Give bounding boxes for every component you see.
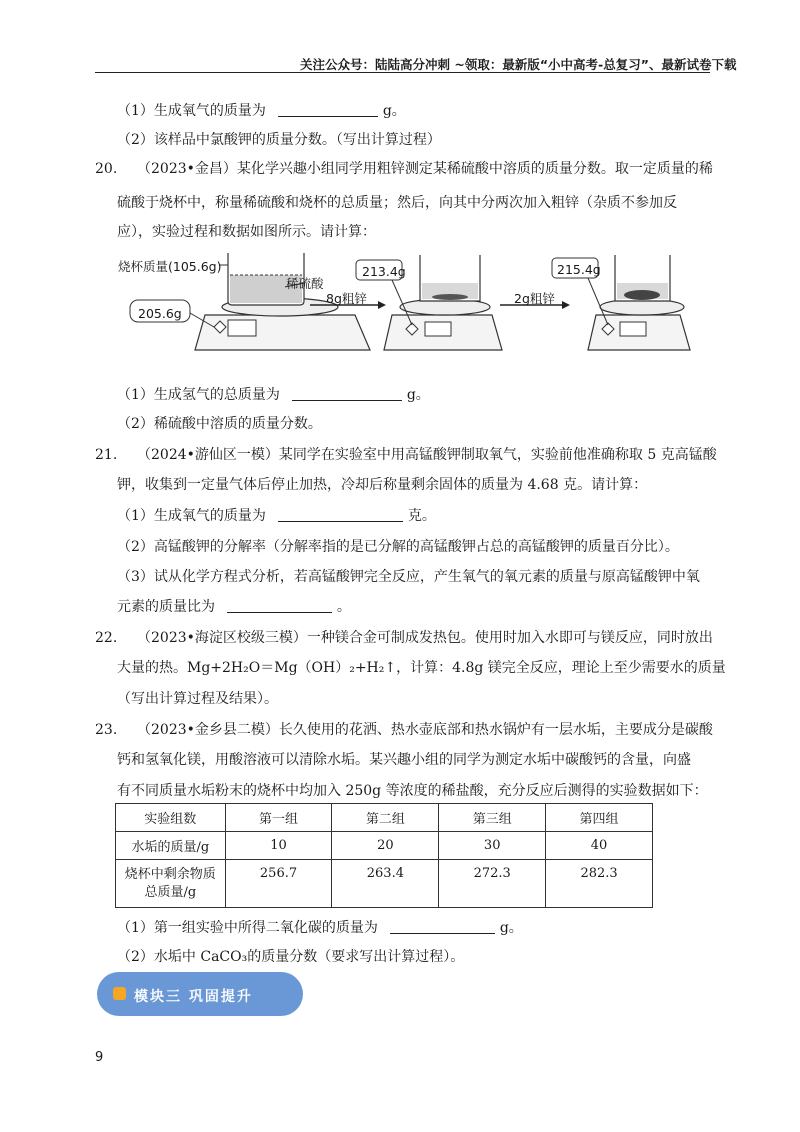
reading-1: 205.6g — [138, 306, 182, 321]
q20-part1-text: （1）生成氢气的总质量为 — [117, 387, 280, 403]
reading-2: 213.4g — [362, 264, 406, 279]
q21-part1 — [117, 505, 436, 525]
table-header-cell: 第四组 — [546, 804, 653, 832]
arrow-1-head — [378, 301, 386, 309]
q20-part1 — [117, 384, 430, 404]
q23-part1-text: （1）第一组实验中所得二氧化碳的质量为 — [117, 920, 378, 936]
reading-3: 215.4g — [557, 262, 601, 277]
q22-line1 — [95, 627, 713, 647]
q21-part3-text: 元素的质量比为 — [117, 599, 215, 615]
q23-line3: 有不同质量水垢粉末的烧杯中均加入 250g 等浓度的稀盐酸，充分反应后测得的实验数据如下： — [117, 783, 708, 799]
q23-data-table — [115, 803, 653, 908]
arrow-2-label: 2g粗锌 — [514, 291, 555, 306]
acid-label: 稀硫酸 — [286, 276, 324, 291]
table-cell: 256.7 — [225, 860, 332, 908]
q23-line1 — [95, 719, 713, 739]
table-header-cell: 第二组 — [332, 804, 439, 832]
question-number: 23. — [95, 722, 118, 738]
q20-line1 — [95, 158, 713, 178]
q20-part2: （2）稀硫酸中溶质的质量分数。 — [117, 416, 322, 432]
table-row-label: 水垢的质量/g — [116, 832, 226, 860]
arrow-2-head — [562, 301, 570, 309]
table-header-cell: 第三组 — [439, 804, 546, 832]
q23-part1-unit: g。 — [499, 920, 523, 936]
beaker-mass-label: 烧杯质量(105.6g) — [118, 259, 222, 274]
answer-blank[interactable] — [227, 598, 332, 613]
table-header-row — [116, 804, 653, 832]
q21-line1 — [95, 444, 717, 464]
answer-blank[interactable] — [278, 507, 403, 522]
question-number: 20. — [95, 161, 118, 177]
answer-blank[interactable] — [390, 919, 495, 934]
table-header-cell: 实验组数 — [116, 804, 226, 832]
q21-part3-end: 。 — [336, 599, 351, 615]
q19-part1 — [117, 100, 406, 120]
beaker-2 — [420, 255, 480, 301]
q21-part1-unit: 克。 — [407, 508, 436, 524]
row-label-line: 总质量/g — [144, 884, 197, 900]
q22-line3: （写出计算过程及结果）。 — [117, 691, 278, 707]
q19-part2: （2）该样品中氯酸钾的质量分数。（写出计算过程） — [117, 132, 441, 148]
q20-part1-unit: g。 — [406, 387, 430, 403]
table-cell: 40 — [546, 832, 653, 860]
q20-line2: 硫酸于烧杯中，称量稀硫酸和烧杯的总质量；然后，向其中分两次加入粗锌（杂质不参加反 — [117, 195, 677, 211]
balance-2 — [384, 299, 502, 350]
table-row — [116, 832, 653, 860]
q23-part2: （2）水垢中 CaCO₃的质量分数（要求写出计算过程）。 — [117, 949, 465, 965]
table-cell: 263.4 — [332, 860, 439, 908]
arrow-1-label: 8g粗锌 — [326, 291, 367, 306]
table-row-label — [116, 860, 226, 908]
page-number: 9 — [95, 1050, 104, 1065]
section-banner-title: 模块三 巩固提升 — [134, 989, 253, 1005]
q19-part1-text: （1）生成氧气的质量为 — [117, 103, 266, 119]
q19-part1-unit: g。 — [382, 103, 406, 119]
question-number: 22. — [95, 630, 118, 646]
q21-part1-text: （1）生成氧气的质量为 — [117, 508, 266, 524]
q21-line2: 钾，收集到一定量气体后停止加热，冷却后称量剩余固体的质量为 4.68 克。请计算： — [117, 477, 648, 493]
balance-3 — [588, 299, 690, 350]
q20-stem-1: （2023•金昌）某化学兴趣小组同学用粗锌测定某稀硫酸中溶质的质量分数。取一定质量的稀 — [137, 161, 713, 177]
lightbulb-icon — [113, 987, 126, 1000]
table-cell: 20 — [332, 832, 439, 860]
table-cell: 10 — [225, 832, 332, 860]
table-row — [116, 860, 653, 908]
row-label-line: 烧杯中剩余物质 — [124, 866, 216, 882]
q21-stem-1: （2024•游仙区一模）某同学在实验室中用高锰酸钾制取氧气，实验前他准确称取 5 克高锰酸 — [137, 447, 717, 463]
q22-line2: 大量的热。Mg+2H₂O＝Mg（OH）₂+H₂↑，计算：4.8g 镁完全反应，理论上至少需要水的质量 — [117, 660, 726, 676]
header-divider — [95, 72, 710, 73]
q22-stem-1: （2023•海淀区校级三模）一种镁合金可制成发热包。使用时加入水即可与镁反应，同时放出 — [137, 630, 713, 646]
beaker-3 — [615, 255, 670, 301]
q21-part3-cont — [117, 596, 351, 616]
page-header: 关注公众号：陆陆高分冲刺 ~领取：最新版“小中高考-总复习”、最新试卷下载 — [300, 57, 737, 72]
q21-part3: （3）试从化学方程式分析，若高锰酸钾完全反应，产生氧气的氧元素的质量与原高锰酸钾中氧 — [117, 569, 700, 585]
table-cell: 30 — [439, 832, 546, 860]
q23-line2: 钙和氢氧化镁，用酸溶液可以清除水垢。某兴趣小组的同学为测定水垢中碳酸钙的含量，向盛 — [117, 752, 691, 768]
table-header-cell: 第一组 — [225, 804, 332, 832]
q23-stem-1: （2023•金乡县二模）长久使用的花洒、热水壶底部和热水锅炉有一层水垢，主要成分是碳酸 — [137, 722, 713, 738]
question-number: 21. — [95, 447, 118, 463]
q23-part1 — [117, 917, 523, 937]
table-cell: 272.3 — [439, 860, 546, 908]
answer-blank[interactable] — [278, 102, 378, 117]
answer-blank[interactable] — [292, 386, 402, 401]
table-cell: 282.3 — [546, 860, 653, 908]
q20-line3: 应），实验过程和数据如图所示。请计算： — [117, 224, 376, 240]
q21-part2: （2）高锰酸钾的分解率（分解率指的是已分解的高锰酸钾占总的高锰酸钾的质量百分比）。 — [117, 539, 679, 555]
